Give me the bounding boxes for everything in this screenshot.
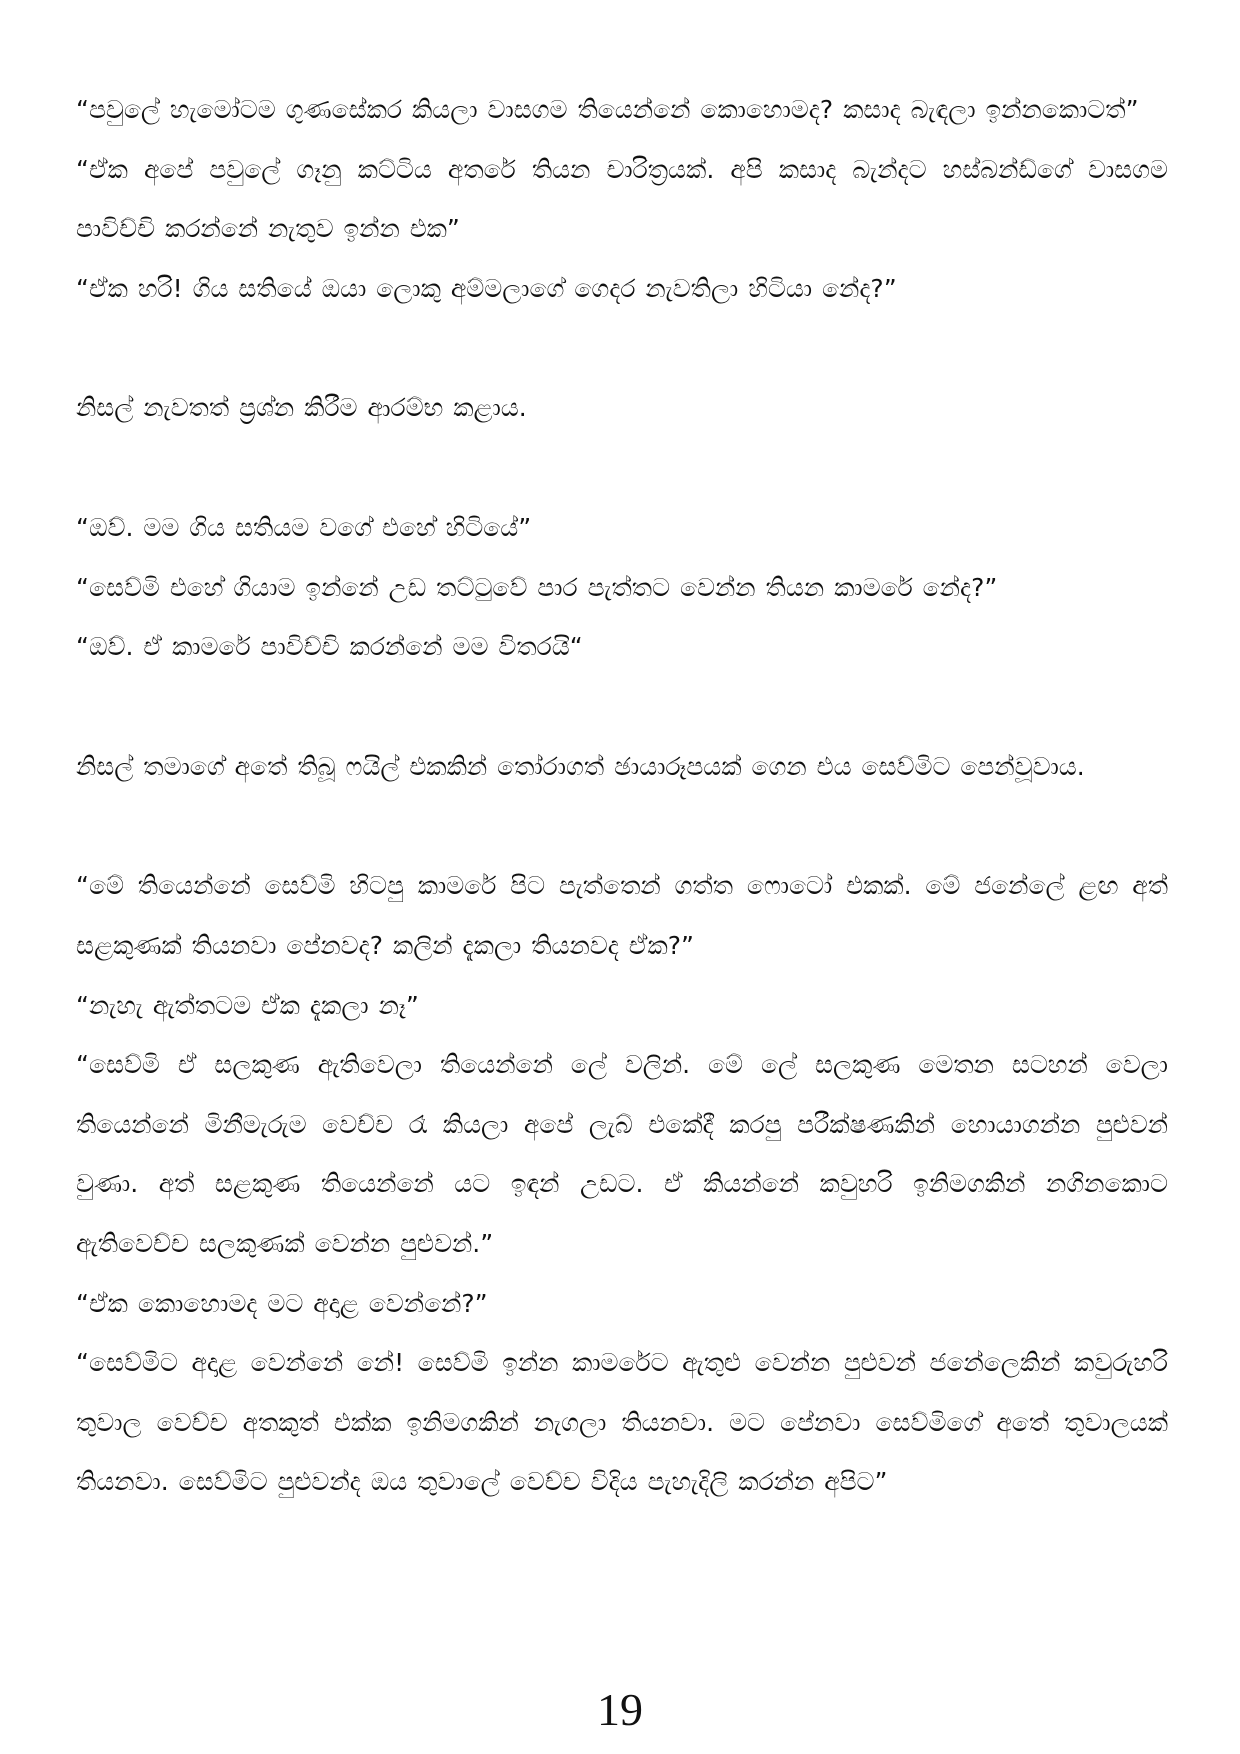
dialogue-paragraph: “ඒක අපේ පවුලේ ගෑනු කට්ටිය අතරේ තියන චාරිත්‍රයක්. අපි කසාද බැන්දට හස්බන්ඩ්ගේ වාසගම පාවිච්චි කරන්නේ නැතුව ඉන්න එක” xyxy=(76,154,1168,244)
dialogue-paragraph: “ඔව්. ඒ කාමරේ පාවිච්චි කරන්නේ මම විතරයි“ xyxy=(76,632,583,662)
dialogue-paragraph: “සෙව්මි ඒ සලකුණ ඇතිවෙලා තියෙන්නේ ලේ වලින්. මේ ලේ සලකුණ මෙතන සටහන් වෙලා තියෙන්නේ මිනීමැරුම වෙච්ච රෑ කියලා අපේ ලැබ් එකේදී කරපු පරීක්ෂණකින් හොයාගන්න පුළුවන් වුණා. අත් සළකුණ තියෙන්නේ යට ඉඳන් උඩට. ඒ කියන්නේ කවුහරි ඉනිමගකින් නගිනකොට ඇතිවෙච්ච සලකුණක් වෙන්න පුළුවන්.” xyxy=(76,1050,1168,1258)
body-text xyxy=(76,80,1168,1512)
narration-paragraph: නිසල් තමාගේ අතේ තිබූ ෆයිල් එකකින් තෝරාගත් ඡායාරූපයක් ගෙන එය සෙව්මිට පෙන්වූවාය. xyxy=(76,751,1085,781)
paragraph-gap xyxy=(76,438,1168,498)
dialogue-paragraph: “නැහැ ඇත්තටම ඒක දැකලා නෑ” xyxy=(76,990,419,1020)
dialogue-paragraph: “මේ තියෙන්නේ සෙව්මි හිටපු කාමරේ පිට පැත්තෙන් ගත්ත ෆොටෝ එකක්. මේ ජනේලේ ළඟ අත් සළකුණක් තියනවා පේනවද? කලින් දැකලා තියනවද ඒක?” xyxy=(76,871,1168,960)
dialogue-paragraph: “සෙව්මිට අදාළ වෙන්නේ නේ! සෙව්මි ඉන්න කාමරේට ඇතුළු වෙන්න පුළුවන් ජනේලෙකින් කවුරුහරි තුවාල වෙච්ච අතකුත් එක්ක ඉනිමගකින් නැගලා තියනවා. මට පේනවා සෙව්මිගේ අතේ තුවාලයක් තියනවා. සෙව්මිට පුළුවන්ද ඔය තුවාලේ වෙච්ච විදිය පැහැදිලි කරන්න අපිට” xyxy=(76,1348,1168,1497)
page-number: 19 xyxy=(597,1684,643,1735)
dialogue-paragraph: “පවුලේ හැමෝටම ගුණසේකර කියලා වාසගම තියෙන්නේ කොහොමද? කසාද බැඳලා ඉන්නකොටත්” xyxy=(76,95,1139,124)
dialogue-paragraph: “ඒක කොහොමද මට අදාළ වෙන්නේ?” xyxy=(76,1288,488,1318)
dialogue-paragraph: “ඔව්. මම ගිය සතියම වගේ එහේ හිටියේ” xyxy=(76,512,532,542)
paragraph-gap xyxy=(76,677,1168,737)
dialogue-paragraph: “ඒක හරි! ගිය සතියේ ඔයා ලොකු අම්මලාගේ ගෙදර නැවතිලා හිටියා නේද?” xyxy=(76,273,897,303)
paragraph-gap xyxy=(76,318,1168,378)
dialogue-paragraph: “සෙව්මි එහේ ගියාම ඉන්නේ උඩ තට්ටුවේ පාර පැත්තට වෙන්න තියන කාමරේ නේද?” xyxy=(76,572,998,602)
paragraph-gap xyxy=(76,796,1168,856)
narration-paragraph: නිසල් නැවතත් ප්‍රශ්න කිරීම ආරම්භ කළාය. xyxy=(76,393,527,423)
